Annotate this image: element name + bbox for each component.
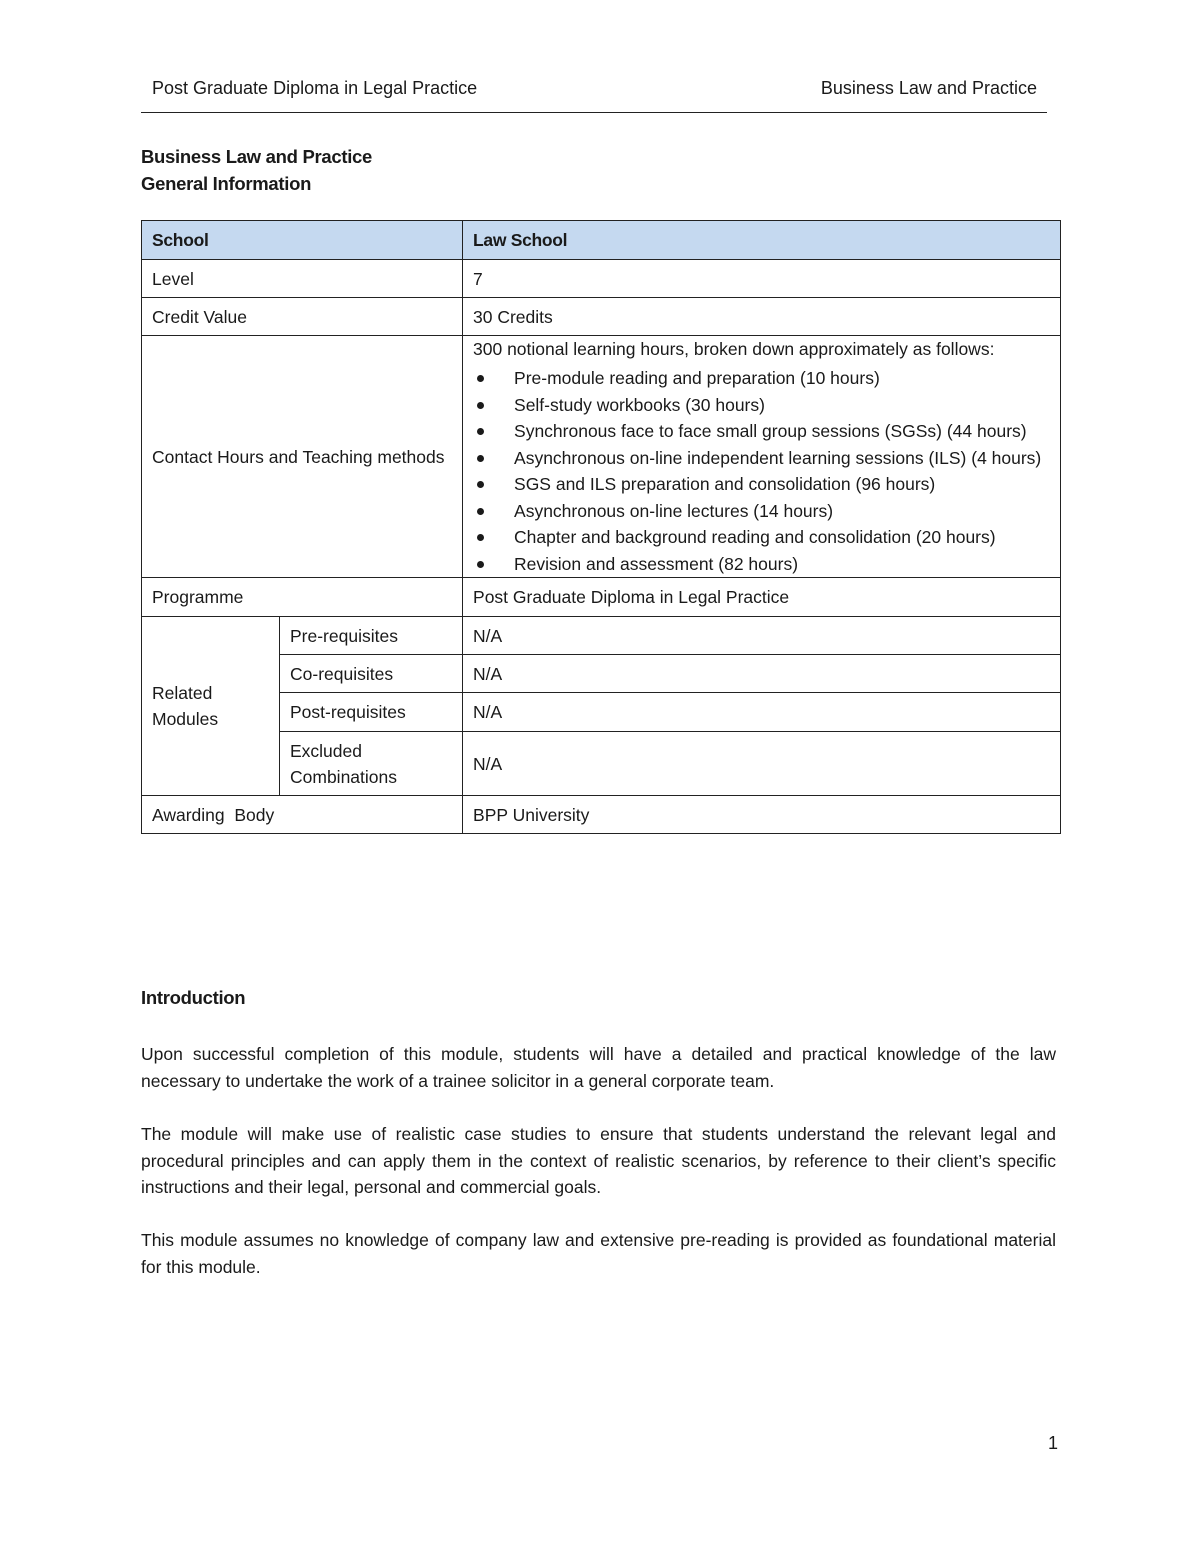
related-modules-label: Related Modules [142, 617, 280, 796]
postreq-label: Post-requisites [280, 693, 463, 732]
credit-label: Credit Value [142, 298, 463, 336]
introduction-paragraph: This module assumes no knowledge of company law and extensive pre-reading is provided as foundational material for this module. [141, 1230, 1056, 1277]
programme-label: Programme [142, 578, 463, 617]
list-item: Asynchronous on-line independent learning sessions (ILS) (4 hours) [473, 445, 1050, 472]
general-information-table [141, 220, 1061, 834]
page-number: 1 [1048, 1433, 1059, 1453]
table-row-awarding-body [142, 796, 1061, 834]
list-item: Synchronous face to face small group sessions (SGSs) (44 hours) [473, 418, 1050, 445]
table-row-programme [142, 578, 1061, 617]
excluded-label: Excluded Combinations [280, 732, 463, 796]
awarding-label: Awarding Body [142, 796, 463, 834]
school-value: Law School [463, 221, 1061, 260]
coreq-label: Co-requisites [280, 655, 463, 693]
list-item: Chapter and background reading and consolidation (20 hours) [473, 524, 1050, 551]
list-item: Revision and assessment (82 hours) [473, 551, 1050, 578]
list-item: Pre-module reading and preparation (10 hours) [473, 365, 1050, 392]
table-row-prerequisites [142, 617, 1061, 655]
table-row-postrequisites [142, 693, 1061, 732]
contact-label: Contact Hours and Teaching methods [142, 336, 463, 578]
school-label: School [142, 221, 463, 260]
level-value: 7 [463, 260, 1061, 298]
awarding-value: BPP University [463, 796, 1061, 834]
contact-details [463, 336, 1061, 578]
coreq-value: N/A [463, 655, 1061, 693]
list-item: Asynchronous on-line lectures (14 hours) [473, 498, 1050, 525]
credit-value: 30 Credits [463, 298, 1061, 336]
programme-value: Post Graduate Diploma in Legal Practice [463, 578, 1061, 617]
introduction-heading: Introduction [141, 987, 246, 1008]
level-label: Level [142, 260, 463, 298]
list-item: Self-study workbooks (30 hours) [473, 392, 1050, 419]
header-left-text: Post Graduate Diploma in Legal Practice [152, 78, 478, 98]
title-module-name: Business Law and Practice [141, 146, 373, 167]
contact-hours-list [473, 365, 1050, 577]
introduction-paragraph: The module will make use of realistic case studies to ensure that students understand the relevant legal and procedural principles and can apply them in the context of realistic scenarios, by reference to their client’s specific instructions and their legal, personal and commercial goals. [141, 1124, 1056, 1197]
table-row-level [142, 260, 1061, 298]
prereq-label: Pre-requisites [280, 617, 463, 655]
title-section-name: General Information [141, 173, 312, 194]
page-header [141, 76, 1047, 113]
introduction-paragraph: Upon successful completion of this module, students will have a detailed and practical knowledge of the law necessary to undertake the work of a trainee solicitor in a general corporate team. [141, 1044, 1056, 1091]
document-title [141, 143, 372, 197]
postreq-value: N/A [463, 693, 1061, 732]
contact-intro: 300 notional learning hours, broken down approximately as follows: [473, 339, 995, 359]
table-row-corequisites [142, 655, 1061, 693]
table-row-school [142, 221, 1061, 260]
header-right-text: Business Law and Practice [820, 78, 1037, 98]
excluded-value: N/A [463, 732, 1061, 796]
table-row-contact-hours [142, 336, 1061, 578]
table-row-credit [142, 298, 1061, 336]
prereq-value: N/A [463, 617, 1061, 655]
list-item: SGS and ILS preparation and consolidation (96 hours) [473, 471, 1050, 498]
table-row-excluded [142, 732, 1061, 796]
